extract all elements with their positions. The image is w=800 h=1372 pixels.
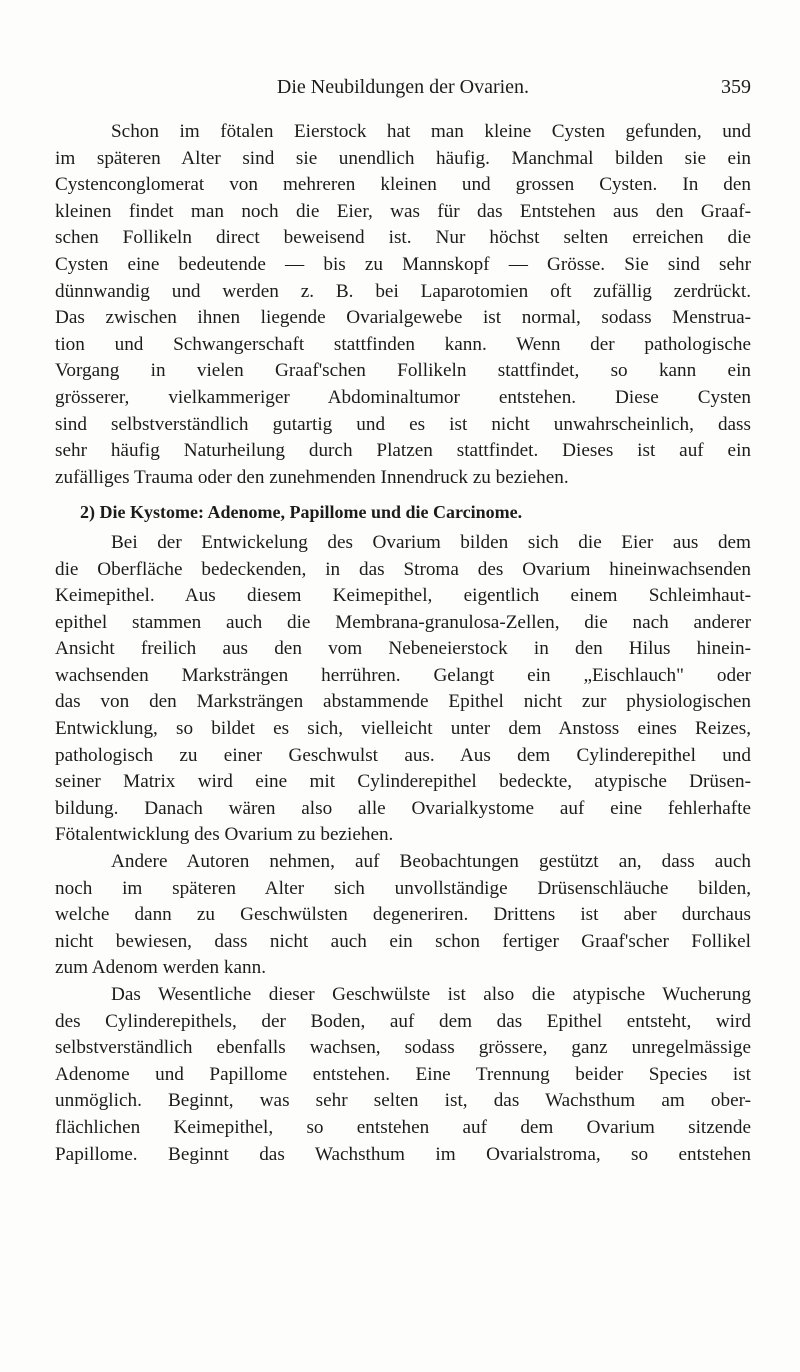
text-line: tion und Schwangerschaft stattfinden kann. Wenn der pathologische [55, 333, 751, 355]
text-line: Vorgang in vielen Graaf'schen Follikeln stattfindet, so kann ein [55, 360, 751, 382]
text-line: welche dann zu Geschwülsten degeneriren. Drittens ist aber durchaus [55, 904, 751, 926]
text-line: Ansicht freilich aus den vom Nebeneierstock in den Hilus hinein- [55, 638, 751, 660]
text-line: das von den Marksträngen abstammende Epithel nicht zur physiologischen [55, 691, 751, 713]
text-line: zufälliges Trauma oder den zunehmenden Innendruck zu beziehen. [55, 466, 569, 488]
text-line: Schon im fötalen Eierstock hat man kleine Cysten gefunden, und [111, 121, 751, 142]
paragraph-4 [55, 982, 751, 1168]
page-number: 359 [721, 76, 751, 98]
text-line: Das Wesentliche dieser Geschwülste ist also die atypische Wucherung [111, 984, 751, 1005]
text-line: Entwicklung, so bildet es sich, vielleicht unter dem Anstoss eines Reizes, [55, 718, 751, 740]
text-line: nicht bewiesen, dass nicht auch ein schon fertiger Graaf'scher Follikel [55, 930, 751, 952]
text-line: dünnwandig und werden z. B. bei Laparotomien oft zufällig zerdrückt. [55, 280, 751, 302]
running-title: Die Neubildungen der Ovarien. [276, 76, 530, 98]
text-line: Keimepithel. Aus diesem Keimepithel, eigentlich einem Schleimhaut- [55, 585, 751, 607]
paragraph-3 [55, 849, 751, 982]
text-line: noch im späteren Alter sich unvollständige Drüsenschläuche bilden, [55, 877, 751, 899]
paragraph-1 [55, 119, 751, 491]
text-line: zum Adenom werden kann. [55, 957, 267, 979]
text-line: flächlichen Keimepithel, so entstehen auf dem Ovarium sitzende [55, 1116, 751, 1138]
text-line: bildung. Danach wären also alle Ovarialkystome auf eine fehlerhafte [55, 797, 751, 819]
running-head [55, 76, 751, 100]
body-text [55, 119, 751, 1168]
text-line: unmöglich. Beginnt, was sehr selten ist, das Wachsthum am ober- [55, 1090, 751, 1112]
text-line: im späteren Alter sind sie unendlich häufig. Manchmal bilden sie ein [55, 147, 751, 169]
text-line: pathologisch zu einer Geschwulst aus. Aus dem Cylinderepithel und [55, 744, 751, 766]
text-line: Das zwischen ihnen liegende Ovarialgewebe ist normal, sodass Menstrua- [55, 307, 751, 329]
text-line: selbstverständlich ebenfalls wachsen, sodass grössere, ganz unregelmässige [55, 1037, 751, 1059]
text-line: Fötalentwicklung des Ovarium zu beziehen. [55, 824, 394, 846]
text-line: sehr häufig Naturheilung durch Platzen stattfindet. Dieses ist auf ein [55, 440, 751, 462]
text-line: seiner Matrix wird eine mit Cylinderepithel bedeckte, atypische Drüsen- [55, 771, 751, 793]
text-line: grösserer, vielkammeriger Abdominaltumor entstehen. Diese Cysten [55, 386, 751, 408]
text-line: wachsenden Marksträngen herrühren. Gelangt ein „Eischlauch" oder [55, 664, 751, 686]
text-line: kleinen findet man noch die Eier, was für das Entstehen aus den Graaf- [55, 200, 751, 222]
text-line: Andere Autoren nehmen, auf Beobachtungen gestützt an, dass auch [111, 851, 751, 873]
text-line: die Oberfläche bedeckenden, in das Stroma des Ovarium hineinwachsenden [55, 558, 751, 580]
text-line: Adenome und Papillome entstehen. Eine Trennung beider Species ist [55, 1063, 751, 1085]
paragraph-2 [55, 530, 751, 849]
text-line: sind selbstverständlich gutartig und es ist nicht unwahrscheinlich, dass [55, 413, 751, 435]
text-line: Papillome. Beginnt das Wachsthum im Ovarialstroma, so entstehen [55, 1143, 751, 1165]
text-line: schen Follikeln direct beweisend ist. Nur höchst selten erreichen die [55, 227, 751, 249]
text-line: Cysten eine bedeutende — bis zu Mannskopf — Grösse. Sie sind sehr [55, 253, 751, 275]
section-heading: 2) Die Kystome: Adenome, Papillome und die Carcinome. [80, 502, 523, 523]
text-line: Bei der Entwickelung des Ovarium bilden sich die Eier aus dem [111, 531, 751, 553]
text-line: epithel stammen auch die Membrana-granulosa-Zellen, die nach anderer [55, 611, 751, 633]
text-line: Cystenconglomerat von mehreren kleinen und grossen Cysten. In den [55, 174, 751, 196]
text-line: des Cylinderepithels, der Boden, auf dem das Epithel entsteht, wird [55, 1010, 751, 1032]
